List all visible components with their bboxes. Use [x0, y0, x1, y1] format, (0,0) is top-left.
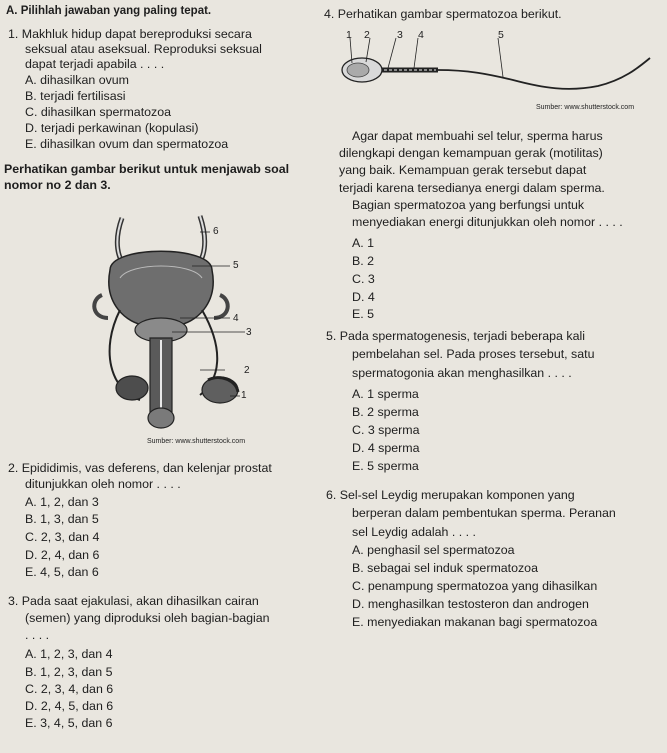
q1-line: 1. Makhluk hidup dapat bereproduksi secara [8, 27, 252, 41]
sperm-label-5: 5 [498, 29, 504, 41]
sperm-tail [438, 58, 650, 89]
q3-line: 3. Pada saat ejakulasi, akan dihasilkan cairan [8, 594, 259, 608]
q1-option-d[interactable]: D. terjadi perkawinan (kopulasi) [25, 121, 199, 135]
figure1-label-4: 4 [233, 313, 239, 324]
q5-option-e[interactable]: E. 5 sperma [352, 459, 419, 473]
q3-option-b[interactable]: B. 1, 2, 3, dan 5 [25, 665, 113, 679]
q4-line: dilengkapi dengan kemampuan gerak (motilitas) [339, 146, 603, 160]
q4-line: yang baik. Kemampuan gerak tersebut dapat [339, 163, 587, 177]
q2-line: ditunjukkan oleh nomor . . . . [25, 477, 181, 491]
q4-option-a[interactable]: A. 1 [352, 236, 375, 250]
figure1-label-1: 1 [241, 390, 247, 401]
q6-line: sel Leydig adalah . . . . [352, 525, 476, 539]
q4-title: 4. Perhatikan gambar spermatozoa berikut. [324, 7, 562, 21]
q6-option-e[interactable]: E. menyediakan makanan bagi spermatozoa [352, 615, 598, 629]
sperm-label-1: 1 [346, 29, 352, 41]
q1-option-b[interactable]: B. terjadi fertilisasi [25, 89, 126, 103]
q2-option-a[interactable]: A. 1, 2, dan 3 [25, 495, 99, 509]
q2-option-e[interactable]: E. 4, 5, dan 6 [25, 565, 99, 579]
q4-option-b[interactable]: B. 2 [352, 254, 375, 268]
q3-line: . . . . [25, 628, 50, 642]
q5-option-b[interactable]: B. 2 sperma [352, 405, 419, 419]
q3-line: (semen) yang diproduksi oleh bagian-bagian [25, 611, 270, 625]
q2-option-c[interactable]: C. 2, 3, dan 4 [25, 530, 100, 544]
q4-line: Bagian spermatozoa yang berfungsi untuk [352, 198, 585, 212]
spermatozoa-diagram [338, 30, 658, 110]
q4-option-d[interactable]: D. 4 [352, 290, 375, 304]
q3-option-a[interactable]: A. 1, 2, 3, dan 4 [25, 647, 113, 661]
q6-option-a[interactable]: A. penghasil sel spermatozoa [352, 543, 515, 557]
testis-left [116, 376, 148, 400]
q5-option-a[interactable]: A. 1 sperma [352, 387, 419, 401]
q6-line: 6. Sel-sel Leydig merupakan komponen yang [326, 488, 575, 502]
q4-line: Agar dapat membuahi sel telur, sperma harus [352, 129, 603, 143]
q5-line: pembelahan sel. Pada proses tersebut, satu [352, 347, 595, 361]
sperm-label-2: 2 [364, 29, 370, 41]
q4-option-c[interactable]: C. 3 [352, 272, 375, 286]
q6-option-b[interactable]: B. sebagai sel induk spermatozoa [352, 561, 538, 575]
seminal-vesicle-left [94, 295, 108, 318]
figure1-label-5: 5 [233, 260, 239, 271]
q1-line: seksual atau aseksual. Reproduksi seksual [25, 42, 262, 56]
male-reproductive-diagram [80, 200, 290, 430]
seminal-vesicle-right [214, 295, 228, 318]
figure1-source: Sumber: www.shutterstock.com [147, 438, 246, 445]
sperm-label-3: 3 [397, 29, 403, 41]
q5-line: spermatogonia akan menghasilkan . . . . [352, 366, 572, 380]
bladder [109, 251, 213, 325]
q2-line: 2. Epididimis, vas deferens, dan kelenjar prostat [8, 461, 272, 475]
q2-option-b[interactable]: B. 1, 3, dan 5 [25, 512, 99, 526]
spermatozoa-figure-source: Sumber: www.shutterstock.com [536, 104, 635, 111]
section-title: A. Pilihlah jawaban yang paling tepat. [6, 5, 212, 17]
q6-line: berperan dalam pembentukan sperma. Peranan [352, 506, 616, 520]
q4-line: menyediakan energi ditunjukkan oleh nomor . . . . [352, 215, 623, 229]
q5-option-d[interactable]: D. 4 sperma [352, 441, 420, 455]
q1-option-e[interactable]: E. dihasilkan ovum dan spermatozoa [25, 137, 229, 151]
q3-option-c[interactable]: C. 2, 3, 4, dan 6 [25, 682, 114, 696]
instruction-line: nomor no 2 dan 3. [4, 178, 111, 192]
sperm-nucleus [347, 63, 369, 77]
q6-option-c[interactable]: C. penampung spermatozoa yang dihasilkan [352, 579, 598, 593]
figure1-label-2: 2 [244, 365, 250, 376]
figure1-label-6: 6 [213, 226, 219, 237]
q3-option-e[interactable]: E. 3, 4, 5, dan 6 [25, 716, 113, 730]
q2-option-d[interactable]: D. 2, 4, dan 6 [25, 548, 100, 562]
q1-option-c[interactable]: C. dihasilkan spermatozoa [25, 105, 172, 119]
q1-line: dapat terjadi apabila . . . . [25, 57, 165, 71]
q5-line: 5. Pada spermatogenesis, terjadi beberapa kali [326, 329, 585, 343]
q3-option-d[interactable]: D. 2, 4, 5, dan 6 [25, 699, 114, 713]
instruction-line: Perhatikan gambar berikut untuk menjawab soal [4, 162, 290, 176]
q4-line: terjadi karena tersedianya energi dalam sperma. [339, 181, 605, 195]
q6-option-d[interactable]: D. menghasilkan testosteron dan androgen [352, 597, 589, 611]
sperm-label-4: 4 [418, 29, 424, 41]
q4-option-e[interactable]: E. 5 [352, 307, 375, 321]
q1-option-a[interactable]: A. dihasilkan ovum [25, 73, 129, 87]
figure1-label-3: 3 [246, 327, 252, 338]
q5-option-c[interactable]: C. 3 sperma [352, 423, 420, 437]
